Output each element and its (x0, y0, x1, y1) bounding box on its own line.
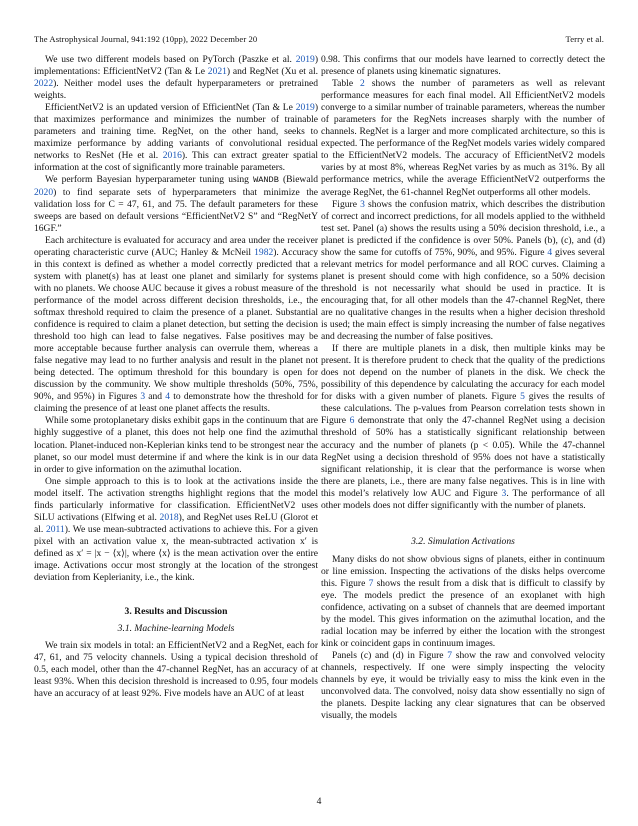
paragraph-auc-evaluation: Each architecture is evaluated for accuracy and area under the receiver operating characteristic curve (AUC; Hanley & McNeil 1982). Accuracy in this context is defined as whether a model correctly predicted that a system with planet(s) has at least one planet and similarly for systems with no planets. We choose AUC because it gives a robust measure of the performance of the model across different decision thresholds, i.e., the softmax threshold required to claim the presence of a planet. Substantial confidence is required to claim a planet detection, but setting the decision threshold too high can lead to false negatives. False positives may be more acceptable because further analysis can overrule them, whereas a false negative may lead to no further analysis and result in the planet not being detected. The optimum threshold for this boundary is open for discussion by the community. We show multiple thresholds (50%, 75%, 90%, and 95%) in Figures 3 and 4 to demonstrate how the threshold for claiming the presence of at least one planet affects the results. (34, 234, 318, 415)
table-link[interactable]: 2 (360, 78, 365, 90)
wandb-tool-name: WANDB (253, 175, 279, 186)
paragraph-activations: One simple approach to this is to look at the activations inside the model itself. The activation strengths highlight regions that the model finds particularly informative for classification. EfficientNetV2 uses SiLU activations (Elfwing et al. 2018), and RegNet uses ReLU (Glorot et al. 2011). We use mean-subtracted activations to achieve this. For a given pixel with an activation value x, the mean-subtracted activation x′ is defined as x′ = |x − ⟨x⟩|, where ⟨x⟩ is the mean activation over the entire image. Activations occur most strongly at the location of the strongest deviation from Keplerianity, i.e., the kink. (34, 475, 318, 584)
paragraph-hyperparameter-tuning: We perform Bayesian hyperparameter tuning using WANDB (Biewald 2020) to find separate sets of hyperparameters that minimize the validation loss for C = 47, 61, and 75. The default parameters for these sweeps are based on default versions “EfficientNetV2 S” and “RegNetY 16GF.” (34, 174, 318, 234)
subsection-heading: 3.2. Simulation Activations (411, 535, 515, 547)
right-column (321, 54, 605, 722)
figure-link[interactable]: 3 (501, 487, 507, 499)
citation-link[interactable]: 2022 (34, 78, 54, 90)
citation-link[interactable]: 2019 (295, 54, 315, 65)
section-heading: 3. Results and Discussion (124, 606, 228, 618)
figure-link[interactable]: 3 (140, 391, 146, 403)
paragraph-efficientnet: EfficientNetV2 is an updated version of EfficientNet (Tan & Le 2019) that maximizes performance and minimizes the number of trainable parameters and training time. RegNet, on the other hand, seeks to maximize performance by adding variants of convolutional residual networks to ResNet (He et al. 2016). This can extract greater spatial information at the cost of significantly more trainable parameters. (34, 102, 319, 174)
figure-link[interactable]: 6 (349, 415, 355, 427)
paragraph-multiple-planets: If there are multiple planets in a disk, then multiple kinks may be present. It is therefore prudent to check that the quality of the predictions does not depend on the number of planets in the disk. We check the possibility of this dependence by calculating the accuracy for each model for disks with a given number of planets. Figure 5 gives the results of these calculations. The p-values from Pearson correlation tests shown in Figure 6 demonstrate that only the 47-channel RegNet using a decision threshold of 50% has a statistically significant relationship between accuracy and the number of planets (p < 0.05). While the 47-channel RegNet using a decision threshold of 95% does not have a statistically significant relationship, it is clear that the performance is worse when there are planets, i.e., there are many false negatives. This is in line with this model’s relatively low AUC and Figure 3. The performance of all other models does not differ significantly with the number of planets. (321, 343, 605, 511)
figure-link[interactable]: 4 (547, 246, 553, 258)
paragraph-table-parameters: Table 2 shows the number of parameters as well as relevant performance measures for each final model. All EfficientNetV2 models converge to a similar number of trainable parameters, whereas the number of parameters for the RegNets increases sharply with the number of channels. RegNet is a larger and more complicated architecture, so this is expected. The performance of the RegNet models varies widely compared to the EfficientNetV2 models. The accuracy of EfficientNetV2 models varies by at most 8%, whereas RegNet varies by as much as 31%. By all performance metrics, while the average EfficientNetV2 outperforms the average RegNet, the 61-channel RegNet outperforms all other models. (321, 78, 606, 198)
paragraph-simulation-activations: Many disks do not show obvious signs of planets, either in continuum or line emission. Inspecting the activations of the disks helps overcome this. Figure 7 shows the result from a disk that is difficult to classify by eye. The models predict the presence of an exoplanet with high confidence, activating on a subset of channels that are deemed important by the model. This gives information on the azimuthal location, and the radial location may be inferred by either the location with the strongest kink or coincident gaps in continuum images. (321, 553, 605, 650)
citation-link[interactable]: 2020 (34, 186, 54, 198)
figure-link[interactable]: 5 (520, 391, 525, 403)
paragraph-confusion-matrix: Figure 3 shows the confusion matrix, which describes the distribution of correct and incorrect predictions, for all models applied to the withheld test set. Panel (a) shows the results using a 50% decision threshold, i.e., a planet is predicted if the confidence is over 50%. Panels (b), (c), and (d) show the same for cutoffs of 75%, 90%, and 95%. Figure 4 gives several relevant metrics for model performance and all ROC curves. Claiming a planet is present should come with high confidence, so a 50% decision threshold is not necessarily what should be used in practice. It is encouraging that, for all other models than the 47-channel RegNet, there are no qualitative changes in the results when a higher decision threshold is used; the main effect is simply increasing the number of false negatives and decreasing the number of false positives. (321, 198, 606, 343)
citation-link[interactable]: 2011 (45, 523, 65, 535)
paragraph-continuation: 0.98. This confirms that our models have learned to correctly detect the presence of planets using kinematic signatures. (321, 54, 605, 78)
citation-link[interactable]: 2018 (159, 511, 179, 523)
running-header (34, 34, 604, 48)
left-column (34, 54, 318, 700)
citation-link[interactable]: 2021 (207, 66, 227, 78)
figure-link[interactable]: 7 (447, 650, 453, 662)
author-running-head: Terry et al. (565, 34, 604, 44)
figure-link[interactable]: 7 (368, 577, 374, 589)
page-number: 4 (316, 796, 322, 807)
journal-citation: The Astrophysical Journal, 941:192 (10pp), 2022 December 20 (34, 34, 258, 44)
paragraph-train-six-models: We train six models in total: an EfficientNetV2 and a RegNet, each for 47, 61, and 75 velocity channels. Using a typical decision threshold of 0.5, each model, other than the 47-channel RegNet, has an accuracy of at least 93%. When this decision threshold is increased to 0.95, four models have an accuracy of at least 92%. Five models have an AUC of at least (34, 640, 318, 700)
citation-link[interactable]: 1982 (254, 246, 274, 258)
figure-link[interactable]: 3 (360, 198, 365, 210)
subsection-heading: 3.1. Machine-learning Models (117, 623, 235, 635)
paragraph-azimuthal-location: While some protoplanetary disks exhibit gaps in the continuum that are highly suggestive of a planet, this does not help one find the azimuthal location. Planet-induced non-Keplerian kinks tend to be strongest near the planet, so our model must determine if and where the kink is in our data in order to give information on the azimuthal location. (34, 415, 318, 475)
citation-link[interactable]: 2016 (162, 150, 182, 162)
figure-link[interactable]: 4 (165, 391, 171, 403)
citation-link[interactable]: 2019 (295, 102, 315, 114)
paragraph-velocity-channels: Panels (c) and (d) in Figure 7 show the raw and convolved velocity channels, respectively. If one were simply inspecting the velocity channels by eye, it would be trivially easy to miss the kink even in the unconvolved data. The convolved, noisy data show essentially no sign of the planets. Despite lacking any clear signatures that can be observed visually, the models (321, 650, 605, 722)
paragraph-pytorch-models: We use two different models based on PyTorch (Paszke et al. 2019) implementations: EfficientNetV2 (Tan & Le 2021) and RegNet (Xu et al. 2022). Neither model uses the default hyperparameters or pretrained weights. (34, 54, 319, 102)
